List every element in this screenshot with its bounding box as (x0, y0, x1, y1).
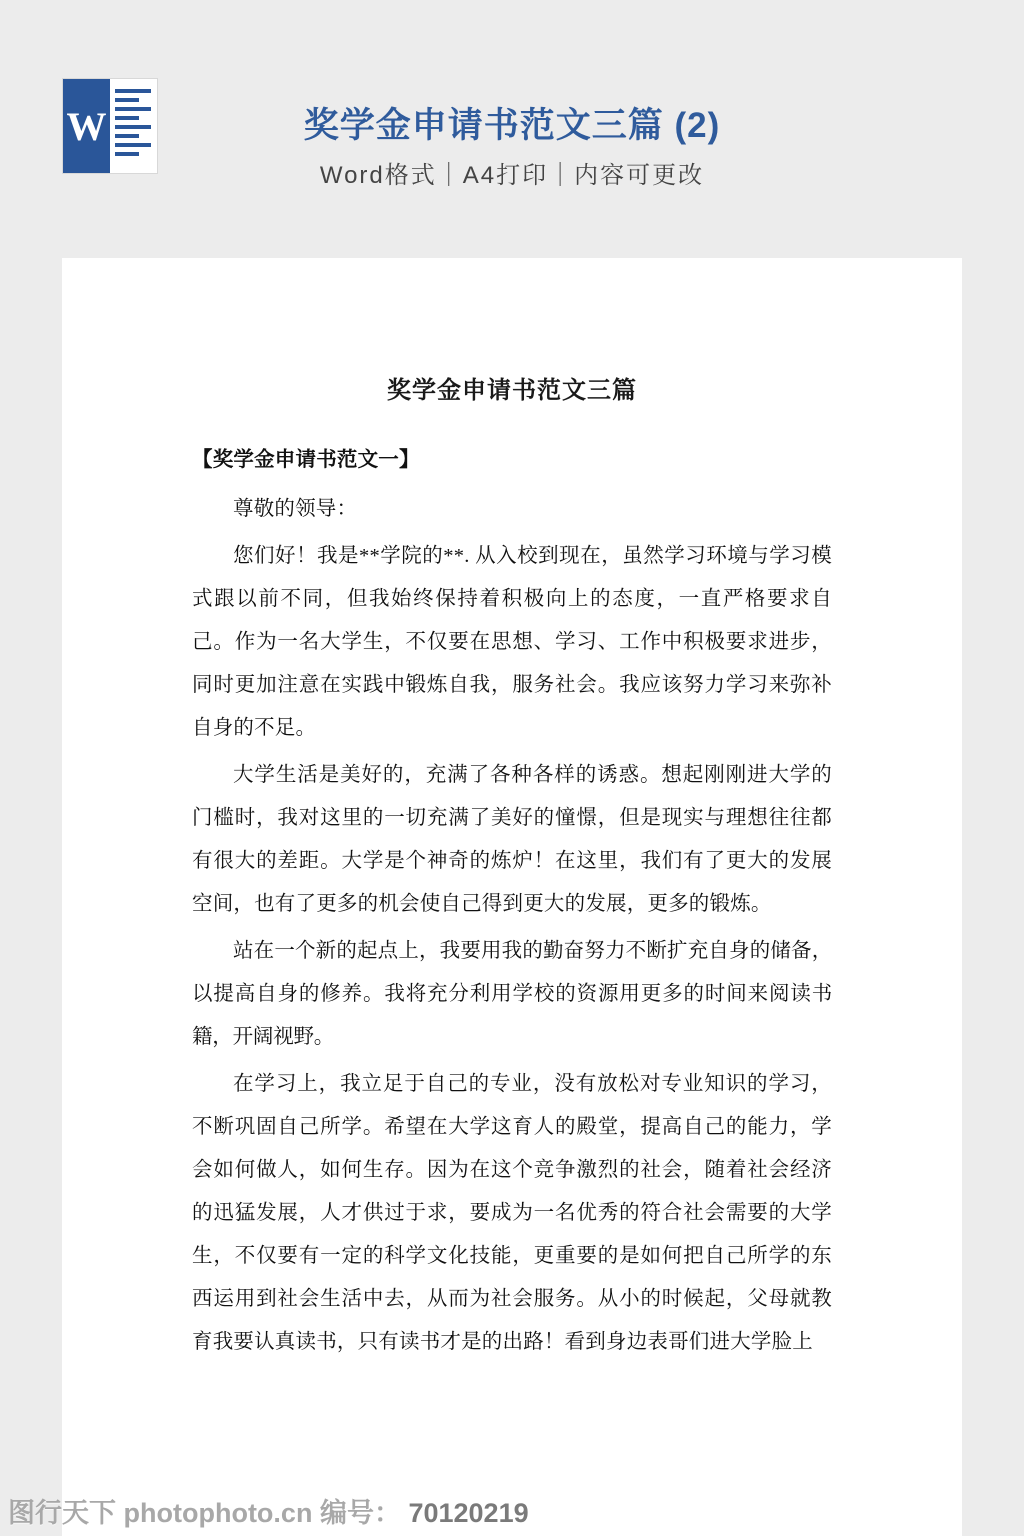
watermark-site: 图行天下 photophoto.cn (8, 1498, 313, 1528)
document-paragraph: 尊敬的领导： (233, 498, 358, 520)
footer-watermark (0, 1478, 1024, 1536)
document-paragraph: 【奖学金申请书范文一】 (192, 449, 420, 471)
page-subtitle: Word格式｜A4打印｜内容可更改 (319, 162, 705, 189)
document-paragraph: 在学习上，我立足于自己的专业，没有放松对专业知识的学习，不断巩固自己所学。希望在大学这育人的殿堂，提高自己的能力，学会如何做人，如何生存。因为在这个竞争激烈的社会，随着社会经济的迅猛发展，人才供过于求，要成为一名优秀的符合社会需要的大学生，不仅要有一定的科学文化技能，更重要的是如何把自己所学的东西运用到社会生活中去，从而为社会服务。从小的时候起，父母就教育我要认真读书，只有读书才是的出路！看到身边表哥们进大学脸上 (192, 1073, 832, 1353)
word-logo-letter: W (63, 79, 110, 173)
page-title: 奖学金申请书范文三篇 (2) (303, 106, 721, 145)
watermark-id-value: 70120219 (408, 1498, 529, 1528)
document-paragraph: 站在一个新的起点上，我要用我的勤奋努力不断扩充自身的储备，以提高自身的修养。我将充分利用学校的资源用更多的时间来阅读书籍，开阔视野。 (192, 940, 832, 1048)
watermark-text (8, 1491, 529, 1530)
document-title: 奖学金申请书范文三篇 (387, 378, 637, 404)
document-paragraph: 大学生活是美好的，充满了各种各样的诱惑。想起刚刚进大学的门槛时，我对这里的一切充满了美好的憧憬，但是现实与理想往往都有很大的差距。大学是个神奇的炼炉！在这里，我们有了更大的发展空间，也有了更多的机会使自己得到更大的发展，更多的锻炼。 (192, 764, 832, 915)
document-body (192, 405, 832, 1364)
document-page (62, 258, 962, 1536)
watermark-id-label: 编号： (319, 1498, 401, 1528)
document-paragraph: 您们好！我是**学院的**. 从入校到现在，虽然学习环境与学习模式跟以前不同，但我始终保持着积极向上的态度，一直严格要求自己。作为一名大学生，不仅要在思想、学习、工作中积极要求进步，同时更加注意在实践中锻炼自我，服务社会。我应该努力学习来弥补自身的不足。 (192, 545, 832, 739)
header-banner (0, 0, 1024, 258)
